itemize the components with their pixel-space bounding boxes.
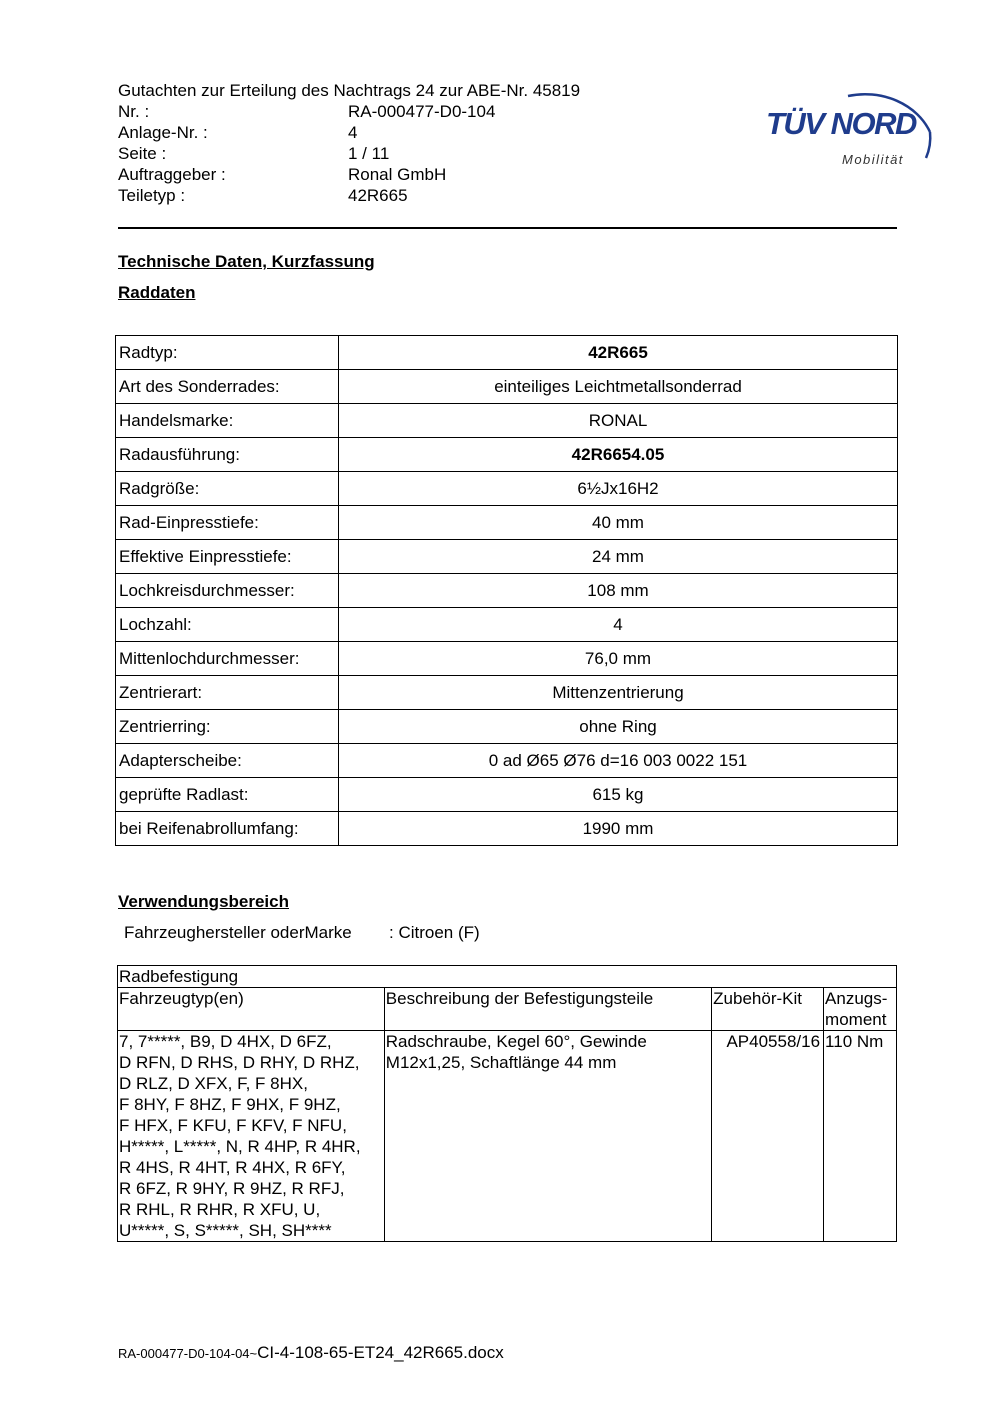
- vehicle-maker-row: [124, 922, 480, 943]
- wheel-data-label: bei Reifenabrollumfang:: [116, 812, 339, 846]
- vehicle-type-line: U*****, S, S*****, SH, SH****: [119, 1221, 332, 1240]
- header-value: RA-000477-D0-104: [348, 102, 496, 121]
- wheel-data-label: Effektive Einpresstiefe:: [116, 540, 339, 574]
- wheel-data-row: [116, 676, 898, 710]
- header-row-anlage: [118, 122, 580, 143]
- wheel-data-label: Adapterscheibe:: [116, 744, 339, 778]
- fixing-data-row: [118, 1031, 897, 1242]
- header-torque-line2: moment: [825, 1010, 887, 1029]
- wheel-data-row: [116, 336, 898, 370]
- wheel-data-label: Zentrierart:: [116, 676, 339, 710]
- wheel-data-row: [116, 778, 898, 812]
- header-label: Seite :: [118, 144, 167, 163]
- header-label: Auftraggeber :: [118, 165, 226, 184]
- footer-filename: CI-4-108-65-ET24_42R665.docx: [257, 1343, 504, 1362]
- header-label: Anlage-Nr. :: [118, 123, 208, 142]
- wheel-data-value: 42R6654.05: [339, 438, 898, 472]
- header-label: Teiletyp :: [118, 186, 186, 205]
- wheel-data-value: 42R665: [339, 336, 898, 370]
- wheel-data-value: Mittenzentrierung: [339, 676, 898, 710]
- section-subtitle: Raddaten: [118, 283, 196, 302]
- header-kit: Zubehör-Kit: [712, 988, 824, 1031]
- wheel-data-label: Handelsmarke:: [116, 404, 339, 438]
- vehicle-type-line: R 6FZ, R 9HY, R 9HZ, R RFJ,: [119, 1179, 345, 1198]
- tuev-nord-logo: [760, 52, 950, 182]
- header-divider: [118, 227, 897, 229]
- wheel-data-row: [116, 540, 898, 574]
- fixing-title: Radbefestigung: [118, 966, 897, 988]
- description-cell: [384, 1031, 711, 1242]
- header-row-nr: [118, 101, 580, 122]
- wheel-data-label: Radausführung:: [116, 438, 339, 472]
- wheel-data-value: 6½Jx16H2: [339, 472, 898, 506]
- wheel-data-row: [116, 370, 898, 404]
- wheel-fixing-table: [117, 965, 897, 1242]
- torque-cell: 110 Nm: [824, 1031, 897, 1242]
- wheel-data-label: Radtyp:: [116, 336, 339, 370]
- wheel-data-value: 108 mm: [339, 574, 898, 608]
- vehicle-type-line: R 4HS, R 4HT, R 4HX, R 6FY,: [119, 1158, 346, 1177]
- kit-cell: AP40558/16: [712, 1031, 824, 1242]
- wheel-data-value: 40 mm: [339, 506, 898, 540]
- wheel-data-label: Zentrierring:: [116, 710, 339, 744]
- wheel-data-label: Mittenlochdurchmesser:: [116, 642, 339, 676]
- header-torque: [824, 988, 897, 1031]
- vehicle-type-line: R RHL, R RHR, R XFU, U,: [119, 1200, 321, 1219]
- wheel-data-row: [116, 642, 898, 676]
- wheel-data-label: Rad-Einpresstiefe:: [116, 506, 339, 540]
- vehicle-types-cell: [118, 1031, 385, 1242]
- wheel-data-row: [116, 472, 898, 506]
- vehicle-type-line: F HFX, F KFU, F KFV, F NFU,: [119, 1116, 347, 1135]
- wheel-data-row: [116, 608, 898, 642]
- wheel-data-table: [115, 335, 898, 846]
- wheel-data-row: [116, 710, 898, 744]
- wheel-data-label: Radgröße:: [116, 472, 339, 506]
- header-value: 42R665: [348, 186, 408, 205]
- usage-section-title: Verwendungsbereich: [118, 892, 289, 911]
- wheel-data-label: geprüfte Radlast:: [116, 778, 339, 812]
- page-footer: [118, 1343, 504, 1363]
- footer-prefix: RA-000477-D0-104-04~: [118, 1346, 258, 1361]
- wheel-data-value: 615 kg: [339, 778, 898, 812]
- header-vehicle-types: Fahrzeugtyp(en): [118, 988, 385, 1031]
- vehicle-type-line: F 8HY, F 8HZ, F 9HX, F 9HZ,: [119, 1095, 341, 1114]
- vehicle-type-line: D RLZ, D XFX, F, F 8HX,: [119, 1074, 308, 1093]
- header-value: 4: [348, 123, 358, 142]
- wheel-data-row: [116, 744, 898, 778]
- header-row-seite: [118, 143, 580, 164]
- maker-value: : Citroen (F): [389, 923, 480, 942]
- wheel-data-row: [116, 404, 898, 438]
- vehicle-type-line: H*****, L*****, N, R 4HP, R 4HR,: [119, 1137, 361, 1156]
- wheel-data-value: 1990 mm: [339, 812, 898, 846]
- header-value: 1 / 11: [348, 144, 390, 163]
- wheel-data-value: 0 ad Ø65 Ø76 d=16 003 0022 151: [339, 744, 898, 778]
- header-description: Beschreibung der Befestigungsteile: [384, 988, 711, 1031]
- wheel-data-row: [116, 438, 898, 472]
- description-line: Radschraube, Kegel 60°, Gewinde: [385, 1032, 647, 1051]
- header-torque-line1: Anzugs-: [825, 989, 888, 1008]
- wheel-data-value: einteiliges Leichtmetallsonderrad: [339, 370, 898, 404]
- vehicle-type-line: D RFN, D RHS, D RHY, D RHZ,: [119, 1053, 360, 1072]
- fixing-header-row: [118, 988, 897, 1031]
- wheel-data-value: 4: [339, 608, 898, 642]
- wheel-data-label: Lochkreisdurchmesser:: [116, 574, 339, 608]
- maker-label: Fahrzeughersteller oderMarke: [124, 923, 352, 942]
- wheel-data-row: [116, 506, 898, 540]
- wheel-data-row: [116, 574, 898, 608]
- wheel-data-row: [116, 812, 898, 846]
- description-line: M12x1,25, Schaftlänge 44 mm: [385, 1053, 617, 1072]
- wheel-data-value: 76,0 mm: [339, 642, 898, 676]
- logo-brand: TÜV NORD: [766, 106, 916, 141]
- header-row-auftraggeber: [118, 164, 580, 185]
- wheel-data-label: Art des Sonderrades:: [116, 370, 339, 404]
- wheel-data-value: ohne Ring: [339, 710, 898, 744]
- fixing-title-row: [118, 966, 897, 988]
- header-value: Ronal GmbH: [348, 165, 447, 184]
- logo-subtitle: Mobilität: [842, 152, 904, 167]
- header-row-teiletyp: [118, 185, 580, 206]
- vehicle-type-line: 7, 7*****, B9, D 4HX, D 6FZ,: [119, 1032, 332, 1051]
- wheel-data-label: Lochzahl:: [116, 608, 339, 642]
- wheel-data-value: RONAL: [339, 404, 898, 438]
- wheel-data-value: 24 mm: [339, 540, 898, 574]
- document-header: [118, 80, 580, 206]
- header-label: Nr. :: [118, 102, 150, 121]
- document-title: Gutachten zur Erteilung des Nachtrags 24 zur ABE-Nr. 45819: [118, 81, 581, 100]
- section-title: Technische Daten, Kurzfassung: [118, 252, 375, 271]
